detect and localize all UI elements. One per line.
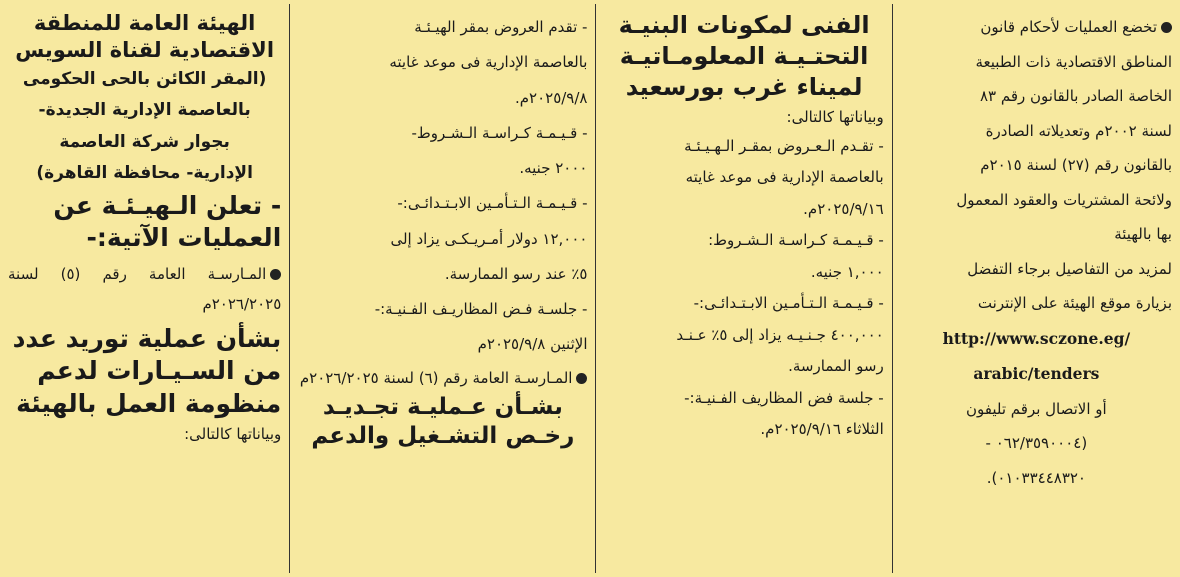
legal-line: بها بالهيئة bbox=[1114, 225, 1172, 243]
detail-line: - جلسة فض المظاريف الفـنيـة:- bbox=[684, 388, 884, 407]
detail-line: ٤٠٠,٠٠٠ جـنـيـه يزاد إلى ٥٪ عـنـد bbox=[676, 325, 884, 344]
detail-line: ٢٠٠٠ جنيه. bbox=[519, 159, 588, 177]
legal-line: ولائحة المشتريات والعقود المعمول bbox=[956, 190, 1172, 209]
detail-line: ١٢,٠٠٠ دولار أمـريـكـى يزاد إلى bbox=[390, 229, 588, 248]
detail-line: ٥٪ عند رسو الممارسة. bbox=[444, 264, 588, 283]
info-line: بزيارة موقع الهيئة على الإنترنت bbox=[977, 294, 1172, 312]
address-line: بجوار شركة العاصمة bbox=[59, 131, 230, 152]
tenders-url-continued[interactable]: arabic/tenders bbox=[973, 364, 1100, 384]
details-intro: وبياناتها كالتالى: bbox=[184, 425, 282, 443]
detail-line: الإثنين ٢٠٢٥/٩/٨م bbox=[477, 335, 588, 354]
tender-2-text: المـارسـة العامة رقم (٦) لسنة ٢٠٢٦/٢٠٢٥م bbox=[299, 368, 573, 387]
legal-text: تخضع العمليات لأحكام قانون bbox=[980, 18, 1157, 36]
tender-2-subject: بشـأن عـمليـة تجـديـد رخـص التشـغيل والدعم bbox=[311, 393, 575, 450]
column-divider bbox=[595, 4, 596, 573]
detail-line: - تقدم العروض بمقر الهيـئـة bbox=[414, 18, 588, 36]
detail-line: - قـيـمـة الـتـأمـين الابـتـدائـى:- bbox=[693, 294, 884, 313]
column-tender-2-details bbox=[596, 0, 891, 577]
tenders-url[interactable]: http://www.sczone.eg/ bbox=[942, 328, 1131, 348]
detail-line: بالعاصمة الإدارية فى موعد غايته bbox=[685, 168, 884, 187]
column-divider bbox=[892, 4, 893, 573]
info-line: لمزيد من التفاصيل برجاء التفضل bbox=[967, 259, 1172, 278]
detail-line: رسو الممارسة. bbox=[788, 357, 884, 376]
detail-line: - تقـدم الـعـروض بمقـر الـهـيـئـة bbox=[684, 136, 884, 155]
address-line: بالعاصمة الإدارية الجديدة- bbox=[38, 100, 251, 121]
detail-line: - جلسـة فـض المظاريـف الفـنيـة:- bbox=[374, 300, 588, 318]
phone-intro: أو الاتصال برقم تليفون bbox=[966, 399, 1107, 418]
tender-1-subject: بشأن عملية توريد عدد من السـيـارات لدعم منظومة العمل بالهيئة bbox=[12, 323, 282, 418]
legal-line bbox=[901, 10, 1172, 45]
detail-line: - قـيـمـة كـراسـة الـشـروط: bbox=[708, 231, 884, 250]
legal-line: لسنة ٢٠٠٢م وتعديلاته الصادرة bbox=[985, 121, 1172, 140]
phone-number: (٠٦٢/٣٥٩٠٠٠٤ - bbox=[985, 434, 1088, 453]
detail-line: ٢٠٢٥/٩/١٦م. bbox=[803, 199, 884, 218]
detail-line: بالعاصمة الإدارية فى موعد غايته bbox=[389, 53, 588, 72]
detail-line: الثلاثاء ٢٠٢٥/٩/١٦م. bbox=[760, 420, 884, 439]
announcement-heading: - تعلن الـهيـئـة عن العمليات الآتية:- bbox=[53, 190, 282, 252]
bullet-icon bbox=[576, 373, 587, 384]
tender-2-number bbox=[298, 363, 587, 393]
legal-line: الخاصة الصادر بالقانون رقم ٨٣ bbox=[979, 87, 1172, 105]
column-authority bbox=[0, 0, 289, 577]
tender-2-subject-continued: الفنى لمكونات البنيـة التحتـيـة المعلومـاتيـة لميناء غرب بورسعيد bbox=[618, 11, 870, 102]
bullet-icon bbox=[270, 269, 281, 280]
legal-line: المناطق الاقتصادية ذات الطبيعة bbox=[975, 52, 1172, 71]
phone-number: ٠١٠٣٣٤٤٨٣٢٠). bbox=[986, 468, 1086, 487]
detail-line: ٢٠٢٥/٩/٨م. bbox=[514, 88, 588, 107]
detail-line: - قـيـمـة الـتـأمـين الابـتـدائـى:- bbox=[397, 194, 588, 213]
column-legal-contact bbox=[893, 0, 1180, 577]
column-divider bbox=[289, 4, 290, 573]
column-tender-1-details bbox=[290, 0, 595, 577]
tender-1-text: المـارسـة العامة رقم (٥) لسنة ٢٠٢٦/٢٠٢٥م bbox=[8, 264, 282, 313]
detail-line: - قـيـمـة كـراسـة الـشـروط- bbox=[411, 123, 588, 142]
detail-line: ١,٠٠٠ جنيه. bbox=[810, 262, 884, 281]
details-intro: وبياناتها كالتالى: bbox=[786, 107, 884, 126]
address-line: الإدارية- محافظة القاهرة) bbox=[36, 163, 253, 184]
bullet-icon bbox=[1161, 22, 1172, 33]
legal-line: بالقانون رقم (٢٧) لسنة ٢٠١٥م bbox=[980, 156, 1172, 174]
tender-1-number bbox=[8, 259, 281, 319]
authority-name: الهيئة العامة للمنطقة الاقتصادية لقناة السويس bbox=[15, 11, 275, 62]
address-line: (المقر الكائن بالحى الحكومى bbox=[22, 68, 267, 89]
